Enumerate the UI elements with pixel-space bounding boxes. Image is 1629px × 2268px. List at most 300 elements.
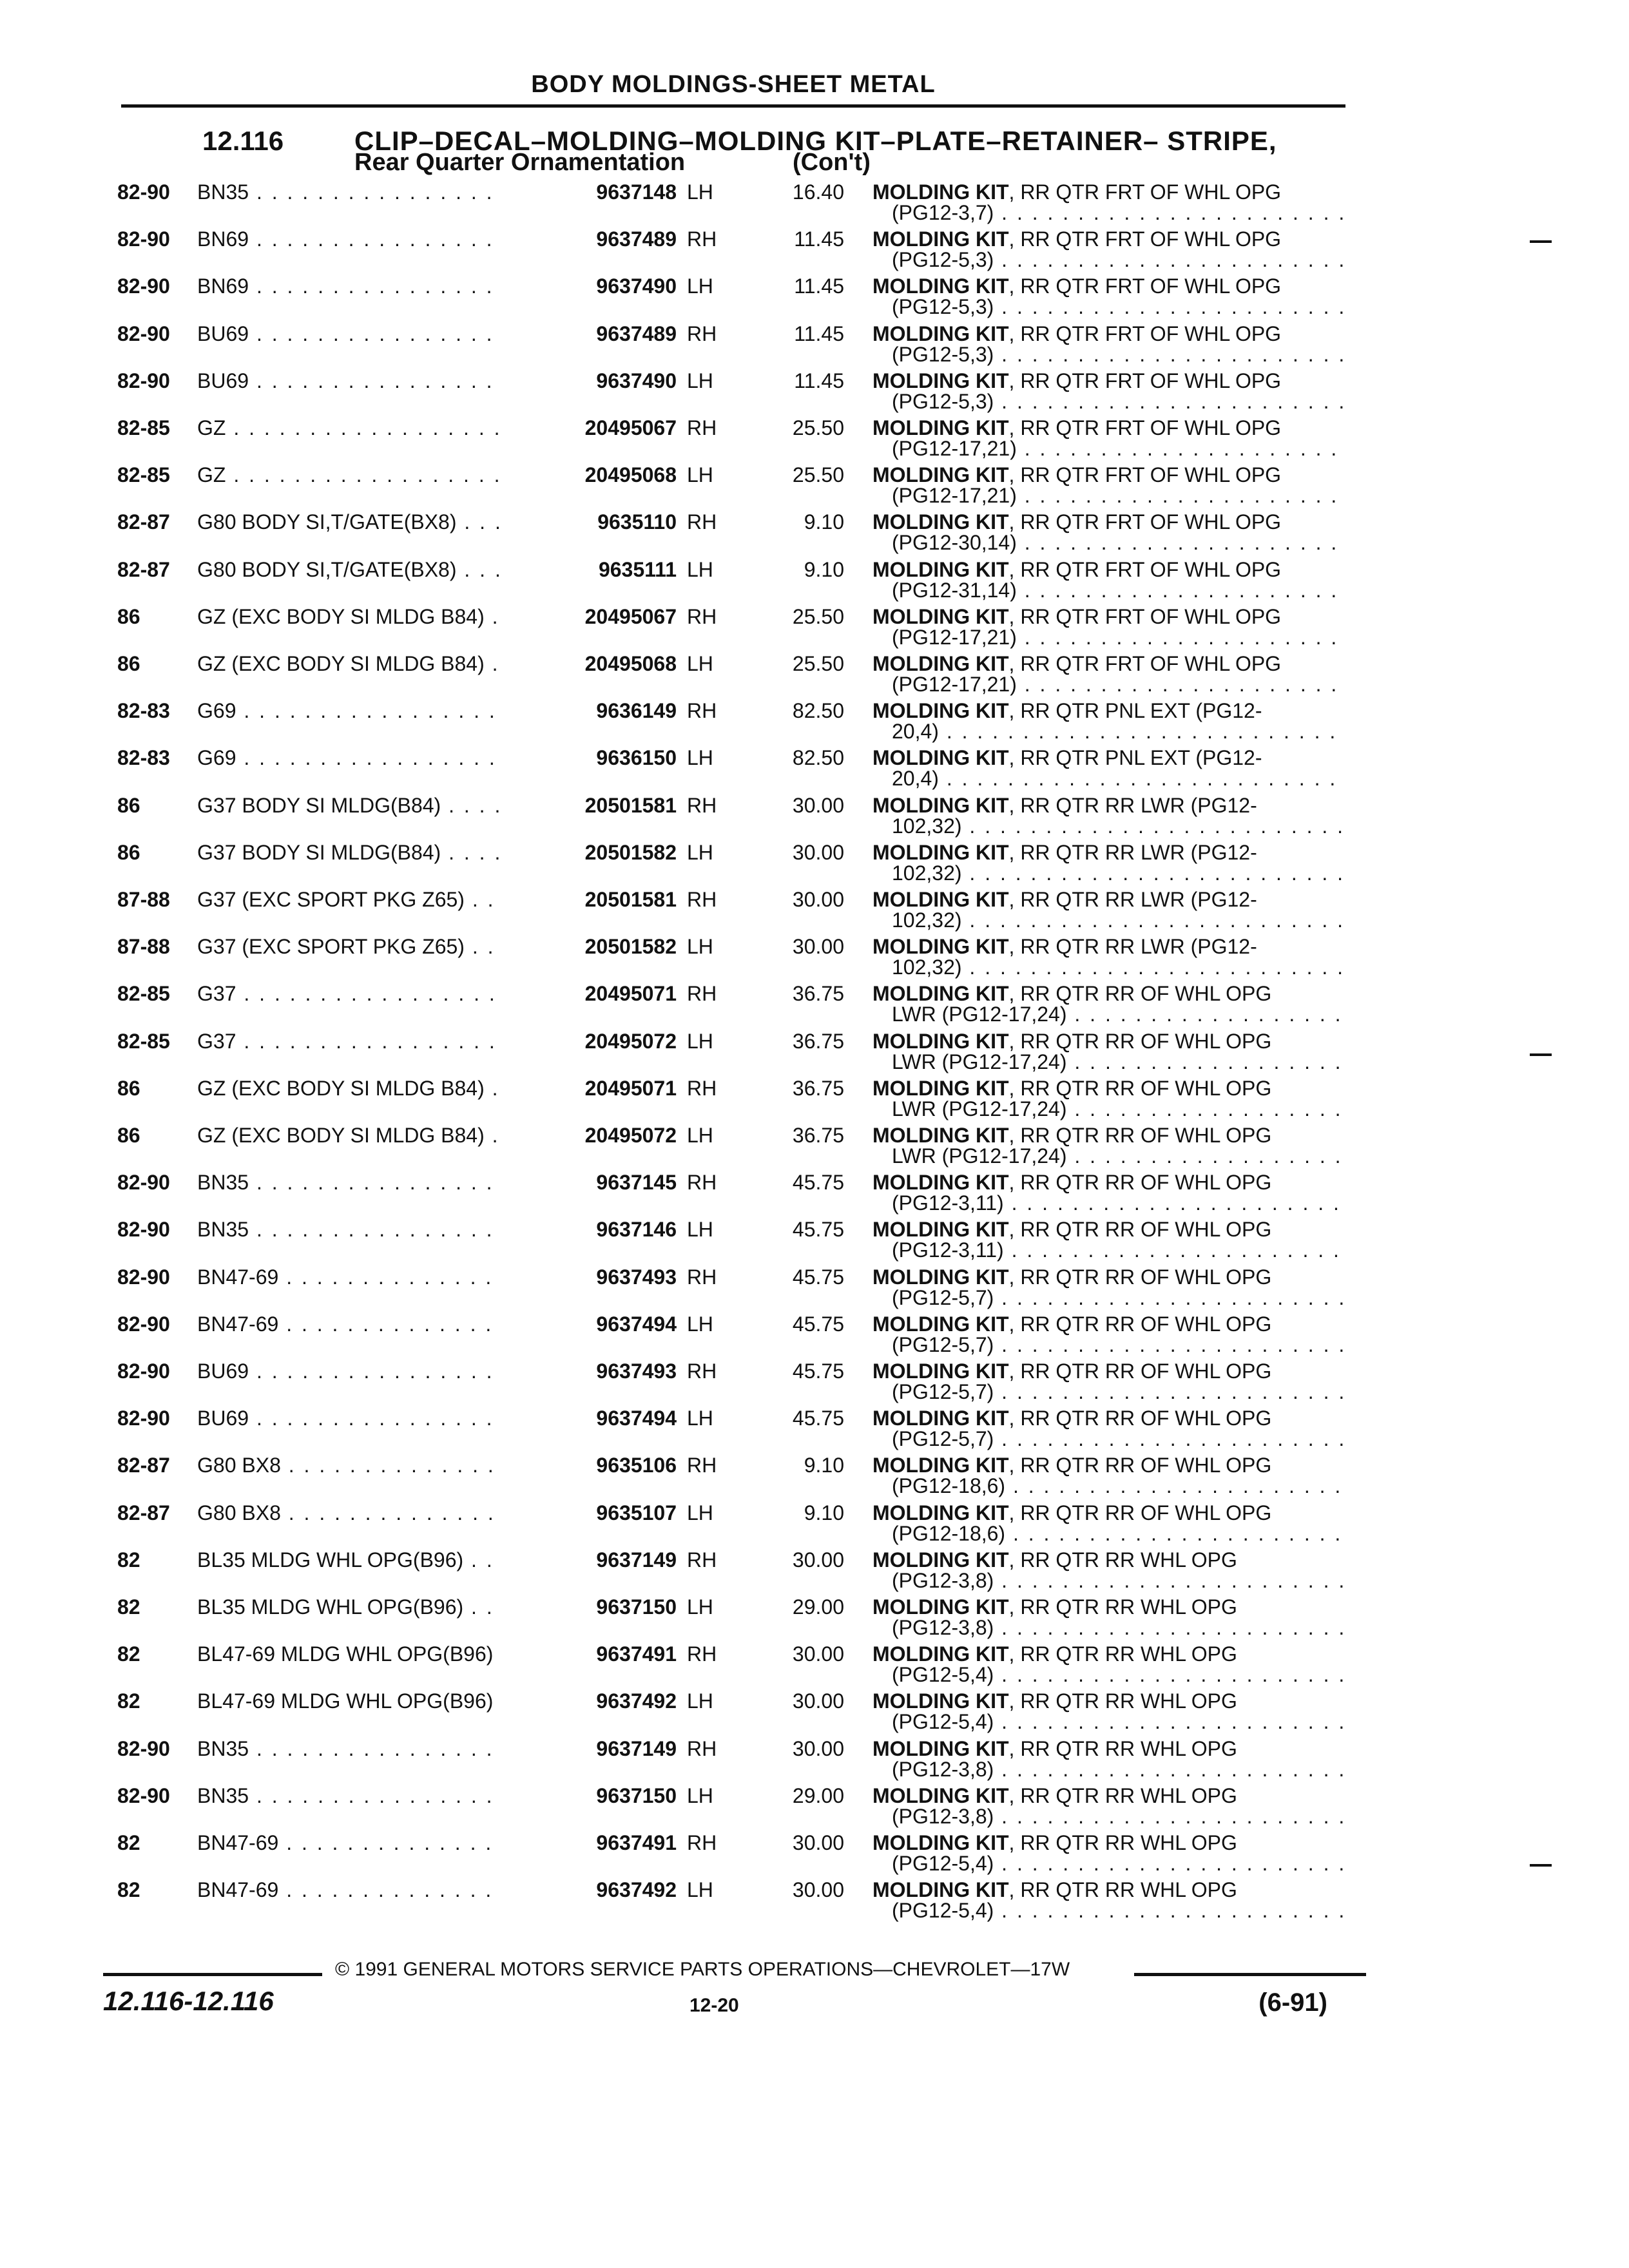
part-name-continuation: LWR (PG12-17,24) . . . xyxy=(892,1097,1343,1121)
side-cell: RH xyxy=(687,322,717,345)
year-cell: 82-90 xyxy=(117,1407,170,1430)
part-number-cell: 9637146 xyxy=(503,1218,677,1242)
part-name: MOLDING KIT xyxy=(872,1312,1009,1336)
price-cell: 36.75 xyxy=(792,1029,844,1053)
description-cell: BU69 . . . xyxy=(197,1407,545,1430)
description-cell: GZ . . . xyxy=(197,463,545,487)
part-name: MOLDING KIT xyxy=(872,1407,1009,1430)
price-cell: 25.50 xyxy=(792,463,844,487)
table-row xyxy=(0,463,1629,511)
part-name-continuation: (PG12-3,11) . . . xyxy=(892,1191,1343,1215)
year-cell: 82 xyxy=(117,1689,140,1713)
part-name-continuation: (PG12-3,11) . . . xyxy=(892,1238,1343,1262)
price-cell: 25.50 xyxy=(792,604,844,628)
part-number-cell: 20501582 xyxy=(503,841,677,865)
side-cell: RH xyxy=(687,1548,717,1571)
side-cell: LH xyxy=(687,557,713,581)
part-name-detail: , RR QTR FRT OF WHL OPG xyxy=(1008,274,1282,298)
part-name-continuation: (PG12-5,4) . . . xyxy=(892,1710,1343,1734)
description-cell: BL35 MLDG WHL OPG(B96) . . . xyxy=(197,1595,545,1619)
side-cell: LH xyxy=(687,1218,713,1242)
part-name-continuation: (PG12-3,8) . . . xyxy=(892,1805,1343,1829)
price-cell: 11.45 xyxy=(794,322,844,345)
part-name-continuation: (PG12-5,3) . . . xyxy=(892,248,1343,272)
table-row xyxy=(0,369,1629,417)
part-name-continuation: (PG12-18,6) . . . xyxy=(892,1522,1343,1546)
year-cell: 82-85 xyxy=(117,1029,170,1053)
part-name-detail: , RR QTR RR OF WHL OPG xyxy=(1008,1360,1272,1383)
part-name: MOLDING KIT xyxy=(872,888,1009,911)
part-name: MOLDING KIT xyxy=(872,746,1009,770)
description-cell: GZ (EXC BODY SI MLDG B84) . . . xyxy=(197,1077,545,1100)
part-name-continuation: 102,32) . . . xyxy=(892,908,1343,932)
part-name-detail: , RR QTR RR WHL OPG xyxy=(1008,1689,1237,1713)
year-cell: 82-90 xyxy=(117,369,170,392)
part-number-cell: 20495072 xyxy=(503,1124,677,1148)
side-cell: LH xyxy=(687,1595,713,1619)
description-cell: G37 BODY SI MLDG(B84) . . . xyxy=(197,841,545,865)
part-name: MOLDING KIT xyxy=(872,1831,1009,1854)
section-heading xyxy=(193,126,1353,177)
part-number-cell: 9637492 xyxy=(503,1689,677,1713)
side-cell: RH xyxy=(687,1454,717,1477)
part-name-detail: , RR QTR PNL EXT (PG12- xyxy=(1008,699,1262,723)
side-cell: RH xyxy=(687,982,717,1006)
table-row xyxy=(0,1689,1629,1737)
part-name-detail: , RR QTR PNL EXT (PG12- xyxy=(1008,746,1262,770)
description-cell: G37 BODY SI MLDG(B84) . . . xyxy=(197,794,545,818)
part-name: MOLDING KIT xyxy=(872,557,1009,581)
part-name-continuation: (PG12-5,7) . . . xyxy=(892,1333,1343,1357)
year-cell: 82 xyxy=(117,1831,140,1854)
part-name-detail: , RR QTR FRT OF WHL OPG xyxy=(1008,463,1282,487)
part-number-cell: 9637145 xyxy=(503,1171,677,1195)
table-row xyxy=(0,1595,1629,1643)
part-name-detail: , RR QTR RR WHL OPG xyxy=(1008,1736,1237,1760)
price-cell: 9.10 xyxy=(804,1501,844,1524)
part-name: MOLDING KIT xyxy=(872,1265,1009,1289)
part-number-cell: 9637490 xyxy=(503,274,677,298)
part-name-continuation: (PG12-5,3) . . . xyxy=(892,343,1343,367)
side-cell: LH xyxy=(687,463,713,487)
part-name: MOLDING KIT xyxy=(872,1124,1009,1147)
part-name: MOLDING KIT xyxy=(872,1360,1009,1383)
description-cell: BN35 . . . xyxy=(197,180,545,204)
part-name: MOLDING KIT xyxy=(872,1642,1009,1666)
section-subtitle: Rear Quarter Ornamentation xyxy=(354,149,686,176)
description-cell: BN69 . . . xyxy=(197,227,545,251)
side-cell: LH xyxy=(687,652,713,675)
part-name-continuation: 20,4) . . . xyxy=(892,767,1343,791)
part-number-cell: 20501581 xyxy=(503,888,677,912)
description-cell: G80 BODY SI,T/GATE(BX8) . . . xyxy=(197,558,545,582)
part-number-cell: 9636150 xyxy=(503,746,677,770)
description-cell: GZ (EXC BODY SI MLDG B84) . . . xyxy=(197,605,545,629)
year-cell: 82-87 xyxy=(117,1501,170,1524)
price-cell: 45.75 xyxy=(792,1360,844,1383)
part-number-cell: 20495072 xyxy=(503,1030,677,1053)
table-row xyxy=(0,1218,1629,1265)
part-name: MOLDING KIT xyxy=(872,1736,1009,1760)
part-name-continuation: 102,32) . . . xyxy=(892,956,1343,979)
price-cell: 25.50 xyxy=(792,652,844,675)
part-name: MOLDING KIT xyxy=(872,510,1009,534)
part-number-cell: 20495067 xyxy=(503,605,677,629)
part-name-detail: , RR QTR FRT OF WHL OPG xyxy=(1008,510,1282,534)
price-cell: 45.75 xyxy=(792,1407,844,1430)
part-name-detail: , RR QTR RR LWR (PG12- xyxy=(1008,793,1257,817)
price-cell: 30.00 xyxy=(792,888,844,911)
description-cell: BN35 . . . xyxy=(197,1218,545,1242)
year-cell: 82-90 xyxy=(117,180,170,204)
year-cell: 82-90 xyxy=(117,1783,170,1807)
part-name-detail: , RR QTR RR WHL OPG xyxy=(1008,1831,1237,1854)
table-row xyxy=(0,558,1629,606)
part-name-detail: , RR QTR RR OF WHL OPG xyxy=(1008,1171,1272,1195)
description-cell: G80 BX8 . . . xyxy=(197,1454,545,1477)
part-name-detail: , RR QTR FRT OF WHL OPG xyxy=(1008,416,1282,439)
part-name-continuation: (PG12-5,7) . . . xyxy=(892,1286,1343,1310)
side-cell: RH xyxy=(687,1171,717,1195)
side-cell: LH xyxy=(687,180,713,204)
year-cell: 82-85 xyxy=(117,463,170,487)
year-cell: 82 xyxy=(117,1642,140,1666)
part-number-cell: 9637491 xyxy=(503,1831,677,1855)
part-name-continuation: (PG12-17,21) . . . xyxy=(892,673,1343,697)
description-cell: G37 . . . xyxy=(197,1030,545,1053)
section-continued: (Con't) xyxy=(793,149,871,176)
table-row xyxy=(0,1312,1629,1360)
price-cell: 30.00 xyxy=(792,1642,844,1666)
part-name-continuation: (PG12-17,21) . . . xyxy=(892,484,1343,508)
part-name-continuation: LWR (PG12-17,24) . . . xyxy=(892,1050,1343,1074)
part-name-detail: , RR QTR RR OF WHL OPG xyxy=(1008,1454,1272,1477)
part-name: MOLDING KIT xyxy=(872,1218,1009,1242)
side-cell: LH xyxy=(687,1407,713,1430)
description-cell: BU69 . . . xyxy=(197,322,545,346)
footer-date: (6-91) xyxy=(1258,1988,1327,2017)
part-name: MOLDING KIT xyxy=(872,180,1009,204)
description-cell: G80 BX8 . . . xyxy=(197,1501,545,1525)
table-row xyxy=(0,1548,1629,1596)
part-name-detail: , RR QTR FRT OF WHL OPG xyxy=(1008,369,1282,392)
side-cell: LH xyxy=(687,369,713,392)
description-cell: BU69 . . . xyxy=(197,369,545,393)
part-number-cell: 9637149 xyxy=(503,1737,677,1761)
year-cell: 82-90 xyxy=(117,1265,170,1289)
part-name: MOLDING KIT xyxy=(872,1689,1009,1713)
year-cell: 82-85 xyxy=(117,416,170,439)
part-name-continuation: 102,32) . . . xyxy=(892,861,1343,885)
part-name: MOLDING KIT xyxy=(872,1076,1009,1100)
year-cell: 87-88 xyxy=(117,935,170,959)
year-cell: 82-83 xyxy=(117,699,170,723)
part-number-cell: 9635106 xyxy=(503,1454,677,1477)
table-row xyxy=(0,510,1629,558)
price-cell: 30.00 xyxy=(792,1548,844,1571)
part-name: MOLDING KIT xyxy=(872,463,1009,487)
price-cell: 30.00 xyxy=(792,840,844,864)
price-cell: 9.10 xyxy=(804,1454,844,1477)
price-cell: 29.00 xyxy=(792,1783,844,1807)
part-number-cell: 9637149 xyxy=(503,1548,677,1572)
description-cell: GZ (EXC BODY SI MLDG B84) . . . xyxy=(197,1124,545,1148)
header-rule xyxy=(121,104,1345,108)
price-cell: 82.50 xyxy=(792,746,844,770)
table-row xyxy=(0,794,1629,841)
price-cell: 29.00 xyxy=(792,1595,844,1619)
table-row xyxy=(0,1784,1629,1832)
side-cell: RH xyxy=(687,416,717,439)
part-name-continuation: (PG12-5,3) . . . xyxy=(892,295,1343,319)
footer-rule xyxy=(103,1973,322,1976)
part-name-detail: , RR QTR RR LWR (PG12- xyxy=(1008,840,1257,864)
part-name: MOLDING KIT xyxy=(872,652,1009,675)
part-name-continuation: (PG12-3,8) . . . xyxy=(892,1758,1343,1782)
part-number-cell: 9637491 xyxy=(503,1642,677,1666)
side-cell: RH xyxy=(687,1736,717,1760)
year-cell: 86 xyxy=(117,1076,140,1100)
side-cell: LH xyxy=(687,1783,713,1807)
part-name-continuation: (PG12-5,4) . . . xyxy=(892,1899,1343,1923)
description-cell: BN47-69 . . . xyxy=(197,1312,545,1336)
side-cell: RH xyxy=(687,1360,717,1383)
part-name: MOLDING KIT xyxy=(872,1595,1009,1619)
table-row xyxy=(0,274,1629,322)
part-name-detail: , RR QTR RR OF WHL OPG xyxy=(1008,1076,1272,1100)
price-cell: 45.75 xyxy=(792,1218,844,1242)
part-number-cell: 9637493 xyxy=(503,1360,677,1383)
part-number-cell: 20501582 xyxy=(503,935,677,959)
price-cell: 9.10 xyxy=(804,557,844,581)
footer-copyright: © 1991 GENERAL MOTORS SERVICE PARTS OPERATIONS—CHEVROLET—17W xyxy=(335,1959,1070,1980)
part-name-detail: , RR QTR RR WHL OPG xyxy=(1008,1548,1237,1571)
table-row xyxy=(0,841,1629,889)
part-name: MOLDING KIT xyxy=(872,322,1009,345)
table-row xyxy=(0,1737,1629,1785)
table-row xyxy=(0,935,1629,983)
part-name: MOLDING KIT xyxy=(872,274,1009,298)
year-cell: 82-90 xyxy=(117,274,170,298)
part-name-detail: , RR QTR RR OF WHL OPG xyxy=(1008,1407,1272,1430)
side-cell: LH xyxy=(687,746,713,770)
table-row xyxy=(0,746,1629,794)
year-cell: 86 xyxy=(117,604,140,628)
table-row xyxy=(0,1831,1629,1879)
table-row xyxy=(0,1407,1629,1454)
side-cell: RH xyxy=(687,1265,717,1289)
part-number-cell: 20495068 xyxy=(503,463,677,487)
description-cell: BN35 . . . xyxy=(197,1737,545,1761)
side-cell: RH xyxy=(687,1076,717,1100)
table-row xyxy=(0,227,1629,275)
part-number-cell: 9637489 xyxy=(503,322,677,346)
margin-mark xyxy=(1530,240,1552,243)
part-number-cell: 9636149 xyxy=(503,699,677,723)
part-number-cell: 9637490 xyxy=(503,369,677,393)
part-name-detail: , RR QTR RR OF WHL OPG xyxy=(1008,1312,1272,1336)
price-cell: 30.00 xyxy=(792,1689,844,1713)
year-cell: 82-90 xyxy=(117,1171,170,1195)
price-cell: 30.00 xyxy=(792,1878,844,1902)
side-cell: LH xyxy=(687,1312,713,1336)
part-name: MOLDING KIT xyxy=(872,369,1009,392)
description-cell: BN47-69 . . . xyxy=(197,1878,545,1902)
table-row xyxy=(0,1077,1629,1124)
year-cell: 82-90 xyxy=(117,322,170,345)
description-cell: BN35 . . . xyxy=(197,1171,545,1195)
part-name-detail: , RR QTR FRT OF WHL OPG xyxy=(1008,604,1282,628)
side-cell: LH xyxy=(687,1501,713,1524)
side-cell: RH xyxy=(687,888,717,911)
part-name-continuation: (PG12-5,3) . . . xyxy=(892,390,1343,414)
part-name: MOLDING KIT xyxy=(872,1501,1009,1524)
footer-section-range: 12.116-12.116 xyxy=(103,1986,274,2016)
description-cell: BL47-69 MLDG WHL OPG(B96) . . . xyxy=(197,1642,545,1666)
footer-rule xyxy=(1134,1973,1366,1976)
part-name-detail: , RR QTR FRT OF WHL OPG xyxy=(1008,180,1282,204)
year-cell: 87-88 xyxy=(117,888,170,911)
price-cell: 11.45 xyxy=(794,274,844,298)
table-row xyxy=(0,180,1629,228)
price-cell: 9.10 xyxy=(804,510,844,534)
part-name-continuation: (PG12-3,8) . . . xyxy=(892,1616,1343,1640)
section-title: CLIP–DECAL–MOLDING–MOLDING KIT–PLATE–RETAINER– STRIPE, xyxy=(354,126,1277,156)
side-cell: LH xyxy=(687,840,713,864)
side-cell: LH xyxy=(687,1689,713,1713)
part-name-detail: , RR QTR RR LWR (PG12- xyxy=(1008,935,1257,959)
part-name: MOLDING KIT xyxy=(872,935,1009,959)
part-name-continuation: LWR (PG12-17,24) . . . xyxy=(892,1144,1343,1168)
part-name-detail: , RR QTR RR OF WHL OPG xyxy=(1008,982,1272,1006)
year-cell: 82 xyxy=(117,1595,140,1619)
part-number-cell: 9637150 xyxy=(503,1784,677,1808)
part-name-continuation: (PG12-3,8) . . . xyxy=(892,1569,1343,1593)
part-name: MOLDING KIT xyxy=(872,1171,1009,1195)
table-row xyxy=(0,1124,1629,1171)
part-name-continuation: (PG12-30,14) . . . xyxy=(892,531,1343,555)
table-row xyxy=(0,1878,1629,1926)
description-cell: G80 BODY SI,T/GATE(BX8) . . . xyxy=(197,510,545,534)
year-cell: 86 xyxy=(117,840,140,864)
price-cell: 36.75 xyxy=(792,982,844,1006)
section-number: 12.116 xyxy=(202,126,284,156)
part-name-continuation: (PG12-5,4) . . . xyxy=(892,1663,1343,1687)
price-cell: 30.00 xyxy=(792,1831,844,1854)
part-name-detail: , RR QTR RR OF WHL OPG xyxy=(1008,1265,1272,1289)
description-cell: G37 (EXC SPORT PKG Z65) . . . xyxy=(197,888,545,912)
part-name: MOLDING KIT xyxy=(872,840,1009,864)
part-name-continuation: (PG12-5,4) . . . xyxy=(892,1852,1343,1876)
part-number-cell: 9635111 xyxy=(503,558,677,582)
description-cell: BL47-69 MLDG WHL OPG(B96) . . . xyxy=(197,1689,545,1713)
part-number-cell: 20495067 xyxy=(503,416,677,440)
part-number-cell: 9637148 xyxy=(503,180,677,204)
description-cell: GZ (EXC BODY SI MLDG B84) . . . xyxy=(197,652,545,676)
description-cell: BN47-69 . . . xyxy=(197,1831,545,1855)
side-cell: RH xyxy=(687,793,717,817)
part-name-detail: , RR QTR RR WHL OPG xyxy=(1008,1878,1237,1902)
price-cell: 36.75 xyxy=(792,1124,844,1147)
margin-mark xyxy=(1530,1864,1552,1867)
price-cell: 36.75 xyxy=(792,1076,844,1100)
price-cell: 11.45 xyxy=(794,227,844,251)
price-cell: 30.00 xyxy=(792,1736,844,1760)
part-name: MOLDING KIT xyxy=(872,1878,1009,1902)
year-cell: 86 xyxy=(117,652,140,675)
part-name-continuation: (PG12-5,7) . . . xyxy=(892,1380,1343,1404)
footer-page-number: 12-20 xyxy=(689,1995,739,2016)
year-cell: 82-87 xyxy=(117,1454,170,1477)
side-cell: RH xyxy=(687,1831,717,1854)
description-cell: BN35 . . . xyxy=(197,1784,545,1808)
part-name-continuation: (PG12-3,7) . . . xyxy=(892,201,1343,225)
table-row xyxy=(0,1642,1629,1690)
margin-mark xyxy=(1530,1053,1552,1056)
part-name: MOLDING KIT xyxy=(872,699,1009,723)
side-cell: RH xyxy=(687,227,717,251)
part-number-cell: 9635110 xyxy=(503,510,677,534)
description-cell: BL35 MLDG WHL OPG(B96) . . . xyxy=(197,1548,545,1572)
table-row xyxy=(0,322,1629,370)
price-cell: 45.75 xyxy=(792,1265,844,1289)
price-cell: 25.50 xyxy=(792,416,844,439)
part-name: MOLDING KIT xyxy=(872,982,1009,1006)
part-name-detail: , RR QTR RR LWR (PG12- xyxy=(1008,888,1257,911)
part-number-cell: 9635107 xyxy=(503,1501,677,1525)
part-name-continuation: LWR (PG12-17,24) . . . xyxy=(892,1003,1343,1026)
page-header xyxy=(121,71,1345,110)
description-cell: BU69 . . . xyxy=(197,1360,545,1383)
side-cell: LH xyxy=(687,274,713,298)
part-name-continuation: (PG12-5,7) . . . xyxy=(892,1427,1343,1451)
part-name-detail: , RR QTR FRT OF WHL OPG xyxy=(1008,557,1282,581)
part-number-cell: 9637489 xyxy=(503,227,677,251)
part-name-detail: , RR QTR RR WHL OPG xyxy=(1008,1642,1237,1666)
part-name-detail: , RR QTR RR OF WHL OPG xyxy=(1008,1029,1272,1053)
part-number-cell: 20495068 xyxy=(503,652,677,676)
table-row xyxy=(0,1171,1629,1218)
side-cell: RH xyxy=(687,1642,717,1666)
price-cell: 16.40 xyxy=(792,180,844,204)
part-name-continuation: (PG12-18,6) . . . xyxy=(892,1474,1343,1498)
table-row xyxy=(0,982,1629,1030)
part-name-continuation: (PG12-17,21) . . . xyxy=(892,437,1343,461)
side-cell: LH xyxy=(687,1124,713,1147)
part-name: MOLDING KIT xyxy=(872,1029,1009,1053)
part-name-detail: , RR QTR RR WHL OPG xyxy=(1008,1783,1237,1807)
page-title: BODY MOLDINGS-SHEET METAL xyxy=(531,71,936,98)
part-name-detail: , RR QTR RR WHL OPG xyxy=(1008,1595,1237,1619)
part-number-cell: 20501581 xyxy=(503,794,677,818)
description-cell: BN69 . . . xyxy=(197,274,545,298)
table-row xyxy=(0,1501,1629,1549)
description-cell: G37 . . . xyxy=(197,982,545,1006)
year-cell: 82-85 xyxy=(117,982,170,1006)
part-name-detail: , RR QTR RR OF WHL OPG xyxy=(1008,1124,1272,1147)
price-cell: 11.45 xyxy=(794,369,844,392)
part-name-continuation: 102,32) . . . xyxy=(892,814,1343,838)
year-cell: 82 xyxy=(117,1548,140,1571)
description-cell: G37 (EXC SPORT PKG Z65) . . . xyxy=(197,935,545,959)
side-cell: RH xyxy=(687,510,717,534)
year-cell: 86 xyxy=(117,1124,140,1147)
year-cell: 82-87 xyxy=(117,510,170,534)
part-name: MOLDING KIT xyxy=(872,604,1009,628)
side-cell: LH xyxy=(687,935,713,959)
part-number-cell: 20495071 xyxy=(503,982,677,1006)
part-name: MOLDING KIT xyxy=(872,416,1009,439)
